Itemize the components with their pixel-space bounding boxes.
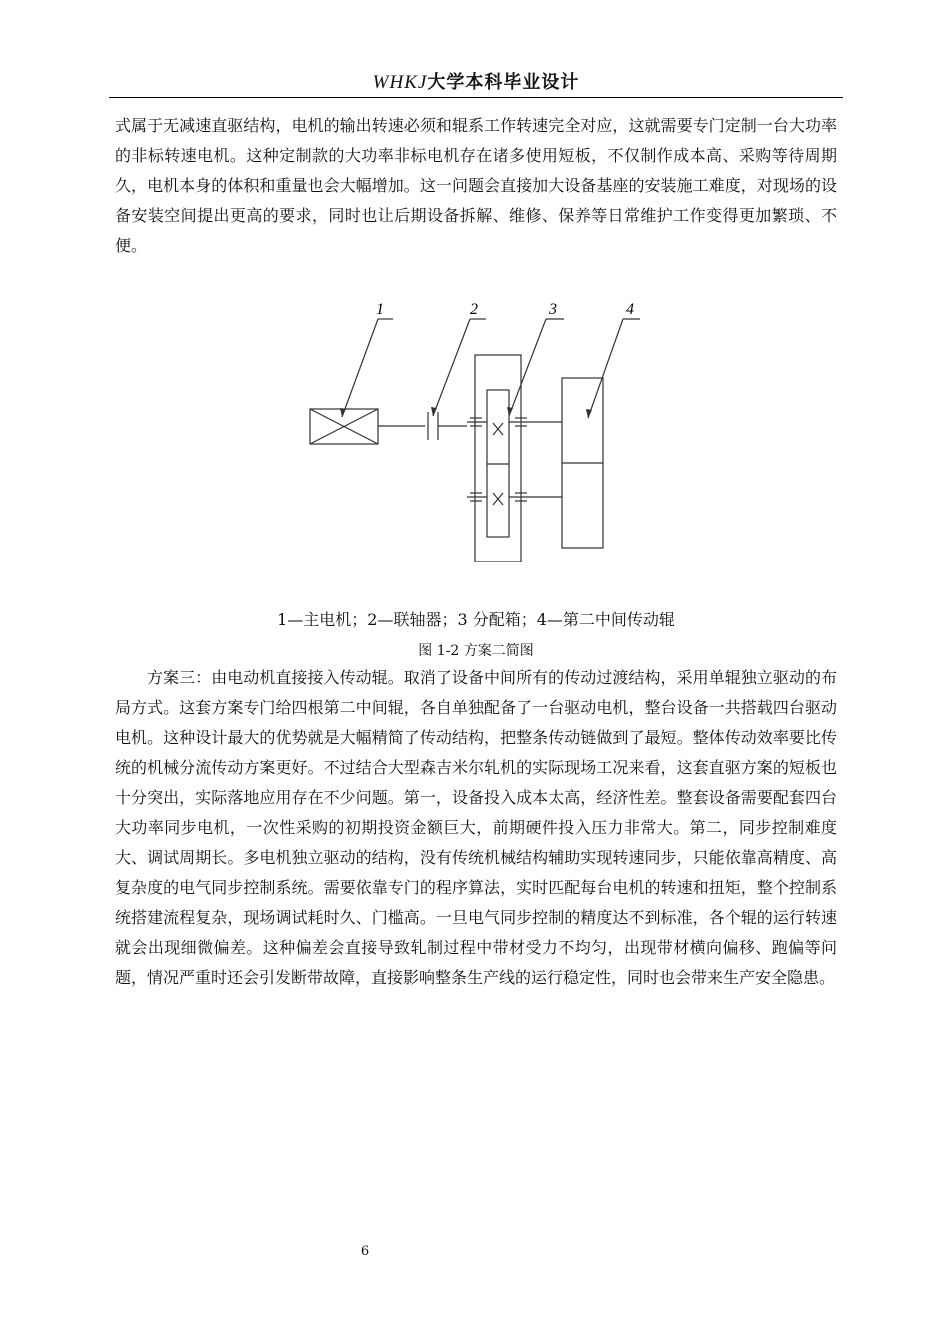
distribution-box (475, 355, 521, 562)
label-2: 2 (470, 301, 478, 318)
header-rule (109, 97, 843, 98)
page-number: 6 (360, 1244, 370, 1259)
figure-caption: 图 1-2 方案二简图 (418, 643, 534, 659)
scheme-two-diagram (290, 292, 670, 562)
leader-1-diag (342, 319, 378, 417)
paragraph-2: 方案三：由电动机直接接入传动辊。取消了设备中间所有的传动过渡结构，采用单辊独立驱动的布局方式。这套方案专门给四根第二中间辊，各自单独配备了一台驱动电机，整台设备一共搭载四台驱动电机。这种设计最大的优势就是大幅精简了传动结构，把整条传动链做到了最短。整体传动效率要比传统的机械分流传动方案更好。不过结合大型森吉米尔轧机的实际现场工况来看，这套直驱方案的短板也十分突出，实际落地应用存在不少问题。第一，设备投入成本太高，经济性差。整套设备需要配套四台大功率同步电机，一次性采购的初期投资金额巨大，前期硬件投入压力非常大。第二，同步控制难度大、调试周期长。多电机独立驱动的结构，没有传统机械结构辅助实现转速同步，只能依靠高精度、高复杂度的电气同步控制系统。需要依靠专门的程序算法，实时匹配每台电机的转速和扭矩，整个控制系统搭建流程复杂，现场调试耗时久、门槛高。一旦电气同步控制的精度达不到标准，各个辊的运行转速就会出现细微偏差。这种偏差会直接导致轧制过程中带材受力不均匀，出现带材横向偏移、跑偏等问题，情况严重时还会引发断带故障，直接影响整条生产线的运行稳定性，同时也会带来生产安全隐患。 (115, 668, 837, 987)
paragraph-1: 式属于无减速直驱结构，电机的输出转速必须和辊系工作转速完全对应，这就需要专门定制一台大功率的非标转速电机。这种定制款的大功率非标电机存在诸多使用短板，不仅制作成本高、采购等待周期久，电机本身的体积和重量也会大幅增加。这一问题会直接加大设备基座的安装施工难度，对现场的设备安装空间提出更高的要求，同时也让后期设备拆解、维修、保养等日常维护工作变得更加繁琐、不便。 (115, 116, 837, 255)
label-1: 1 (376, 301, 384, 318)
leader-2-diag (433, 319, 470, 416)
label-4: 4 (626, 301, 634, 318)
leader-4-diag (588, 319, 623, 418)
header-title: 大学本科毕业设计 (427, 72, 580, 93)
label-3: 3 (549, 301, 557, 318)
leader-3-diag (509, 319, 546, 416)
page-header (109, 68, 843, 94)
header-latin: WHKJ (372, 72, 428, 93)
figure-legend: 1—主电机；2—联轴器；3 分配箱；4—第二中间传动辊 (277, 610, 675, 629)
